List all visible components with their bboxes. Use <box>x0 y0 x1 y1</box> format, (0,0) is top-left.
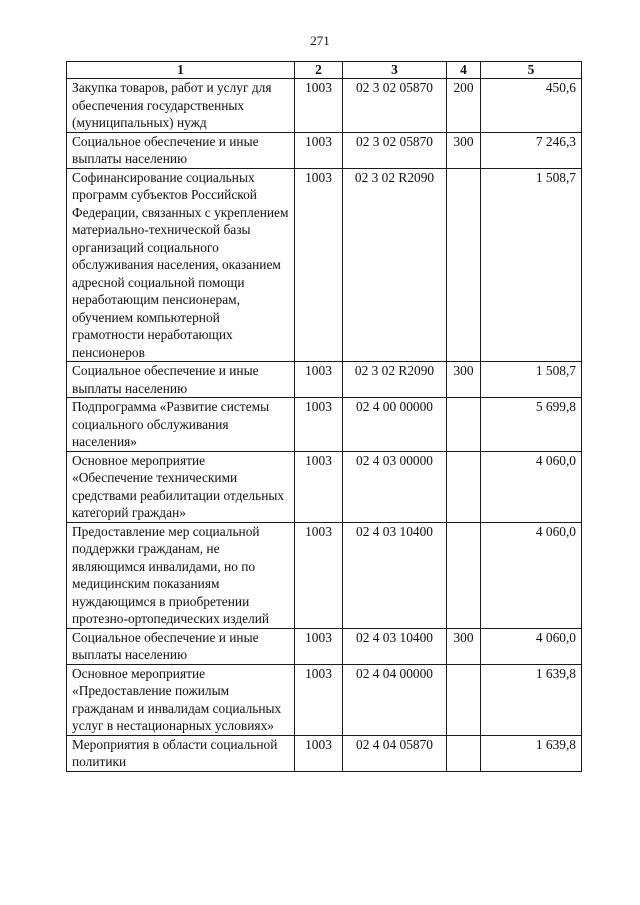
page-number: 271 <box>310 33 330 48</box>
table-row <box>67 168 582 362</box>
row-name: Софинансирование социальных программ субъектов Российской Федерации, связанных с укреплением материально-технической базы организаций социального обслуживания населения, оказанием адресной социальной помощи неработающим пенсионерам, обучением компьютерной грамотности неработающих пенсионеров <box>67 168 295 362</box>
row-name: Основное мероприятие «Обеспечение техническими средствами реабилитации отдельных категорий граждан» <box>67 451 295 522</box>
row-type: 300 <box>447 362 481 398</box>
row-amount: 1 508,7 <box>481 168 582 362</box>
row-name: Мероприятия в области социальной политики <box>67 735 295 771</box>
row-name: Социальное обеспечение и иные выплаты населению <box>67 628 295 664</box>
row-section: 1003 <box>295 362 343 398</box>
header-col-2: 2 <box>295 62 343 79</box>
row-type <box>447 735 481 771</box>
row-amount: 4 060,0 <box>481 522 582 628</box>
table-row <box>67 735 582 771</box>
row-code: 02 4 03 10400 <box>343 522 447 628</box>
row-name: Социальное обеспечение и иные выплаты населению <box>67 132 295 168</box>
row-amount: 7 246,3 <box>481 132 582 168</box>
row-amount: 1 508,7 <box>481 362 582 398</box>
row-code: 02 3 02 R2090 <box>343 362 447 398</box>
row-section: 1003 <box>295 168 343 362</box>
row-amount: 1 639,8 <box>481 664 582 735</box>
row-section: 1003 <box>295 132 343 168</box>
row-code: 02 4 04 05870 <box>343 735 447 771</box>
row-amount: 4 060,0 <box>481 628 582 664</box>
row-code: 02 3 02 R2090 <box>343 168 447 362</box>
header-col-3: 3 <box>343 62 447 79</box>
row-type: 300 <box>447 132 481 168</box>
row-code: 02 4 04 00000 <box>343 664 447 735</box>
table-row <box>67 664 582 735</box>
row-name: Предоставление мер социальной поддержки гражданам, не являющимся инвалидами, но по медицинским показаниям нуждающимся в приобретении протезно-ортопедических изделий <box>67 522 295 628</box>
header-col-1: 1 <box>67 62 295 79</box>
row-code: 02 4 03 00000 <box>343 451 447 522</box>
row-type: 200 <box>447 79 481 133</box>
table-row <box>67 451 582 522</box>
table-header-row <box>67 62 582 79</box>
table-row <box>67 132 582 168</box>
row-name: Подпрограмма «Развитие системы социального обслуживания населения» <box>67 398 295 452</box>
row-section: 1003 <box>295 398 343 452</box>
row-code: 02 4 03 10400 <box>343 628 447 664</box>
row-code: 02 3 02 05870 <box>343 79 447 133</box>
row-name: Социальное обеспечение и иные выплаты населению <box>67 362 295 398</box>
table-row <box>67 628 582 664</box>
row-code: 02 4 00 00000 <box>343 398 447 452</box>
table-row <box>67 362 582 398</box>
row-amount: 5 699,8 <box>481 398 582 452</box>
row-type <box>447 522 481 628</box>
row-section: 1003 <box>295 522 343 628</box>
row-section: 1003 <box>295 735 343 771</box>
row-section: 1003 <box>295 664 343 735</box>
row-type <box>447 398 481 452</box>
row-name: Основное мероприятие «Предоставление пожилым гражданам и инвалидам социальных услуг в нестационарных условиях» <box>67 664 295 735</box>
row-code: 02 3 02 05870 <box>343 132 447 168</box>
row-amount: 4 060,0 <box>481 451 582 522</box>
row-type <box>447 664 481 735</box>
row-amount: 450,6 <box>481 79 582 133</box>
row-type <box>447 451 481 522</box>
header-col-4: 4 <box>447 62 481 79</box>
row-section: 1003 <box>295 79 343 133</box>
row-type <box>447 168 481 362</box>
row-section: 1003 <box>295 628 343 664</box>
header-col-5: 5 <box>481 62 582 79</box>
row-name: Закупка товаров, работ и услуг для обеспечения государственных (муниципальных) нужд <box>67 79 295 133</box>
table-row <box>67 522 582 628</box>
table-row <box>67 79 582 133</box>
row-type: 300 <box>447 628 481 664</box>
budget-table <box>66 61 582 772</box>
table-row <box>67 398 582 452</box>
row-amount: 1 639,8 <box>481 735 582 771</box>
row-section: 1003 <box>295 451 343 522</box>
